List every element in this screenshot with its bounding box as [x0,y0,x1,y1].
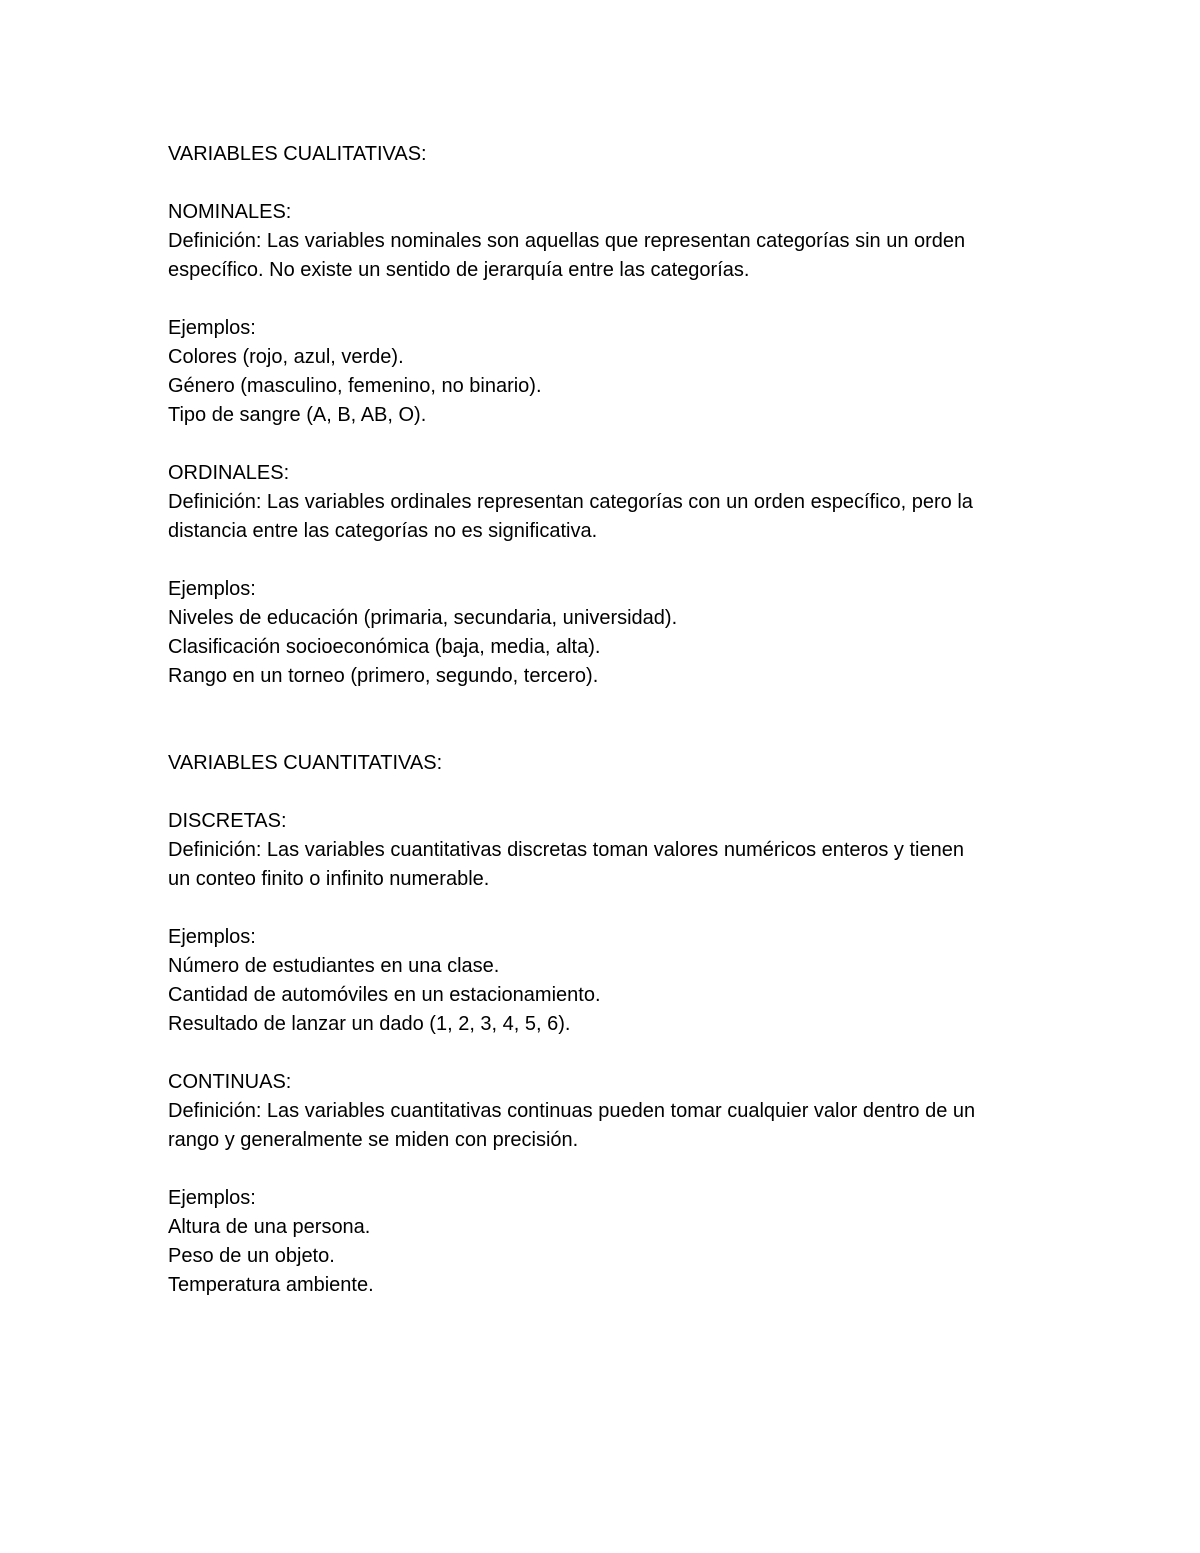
document-page [168,140,1048,1300]
ordinal-definition-line-1: Definición: Las variables ordinales representan categorías con un orden específico, pero la [168,491,973,513]
continuous-example-item: Altura de una persona. [168,1216,371,1238]
ordinal-examples-label: Ejemplos: [168,578,256,600]
ordinal-example-item: Rango en un torneo (primero, segundo, tercero). [168,665,599,687]
spacer [168,894,1048,923]
nominal-example-item: Género (masculino, femenino, no binario). [168,375,542,397]
subsection-heading-continuous: CONTINUAS: [168,1071,292,1093]
subsection-heading-discrete: DISCRETAS: [168,810,287,832]
discrete-example-item: Cantidad de automóviles en un estacionamiento. [168,984,601,1006]
spacer [168,285,1048,314]
section-title-quantitative: VARIABLES CUANTITATIVAS: [168,752,443,774]
discrete-example-item: Resultado de lanzar un dado (1, 2, 3, 4, 5, 6). [168,1013,571,1035]
continuous-definition-line-1: Definición: Las variables cuantitativas continuas pueden tomar cualquier valor dentro de un [168,1100,976,1122]
ordinal-example-item: Niveles de educación (primaria, secundaria, universidad). [168,607,678,629]
spacer [168,546,1048,575]
ordinal-example-item: Clasificación socioeconómica (baja, media, alta). [168,636,601,658]
spacer [168,1039,1048,1068]
nominal-definition-line-1: Definición: Las variables nominales son aquellas que representan categorías sin un orden [168,230,966,252]
discrete-examples-label: Ejemplos: [168,926,256,948]
discrete-example-item: Número de estudiantes en una clase. [168,955,500,977]
spacer [168,778,1048,807]
nominal-example-item: Colores (rojo, azul, verde). [168,346,404,368]
discrete-definition-line-2: un conteo finito o infinito numerable. [168,868,490,890]
spacer [168,691,1048,749]
subsection-heading-nominal: NOMINALES: [168,201,292,223]
continuous-definition-line-2: rango y generalmente se miden con precisión. [168,1129,579,1151]
spacer [168,430,1048,459]
spacer [168,1155,1048,1184]
continuous-examples-label: Ejemplos: [168,1187,256,1209]
nominal-example-item: Tipo de sangre (A, B, AB, O). [168,404,427,426]
discrete-definition-line-1: Definición: Las variables cuantitativas discretas toman valores numéricos enteros y tienen [168,839,964,861]
nominal-examples-label: Ejemplos: [168,317,256,339]
subsection-heading-ordinal: ORDINALES: [168,462,290,484]
continuous-example-item: Temperatura ambiente. [168,1274,374,1296]
nominal-definition-line-2: específico. No existe un sentido de jerarquía entre las categorías. [168,259,750,281]
ordinal-definition-line-2: distancia entre las categorías no es significativa. [168,520,598,542]
section-title-qualitative: VARIABLES CUALITATIVAS: [168,143,427,165]
continuous-example-item: Peso de un objeto. [168,1245,335,1267]
spacer [168,169,1048,198]
